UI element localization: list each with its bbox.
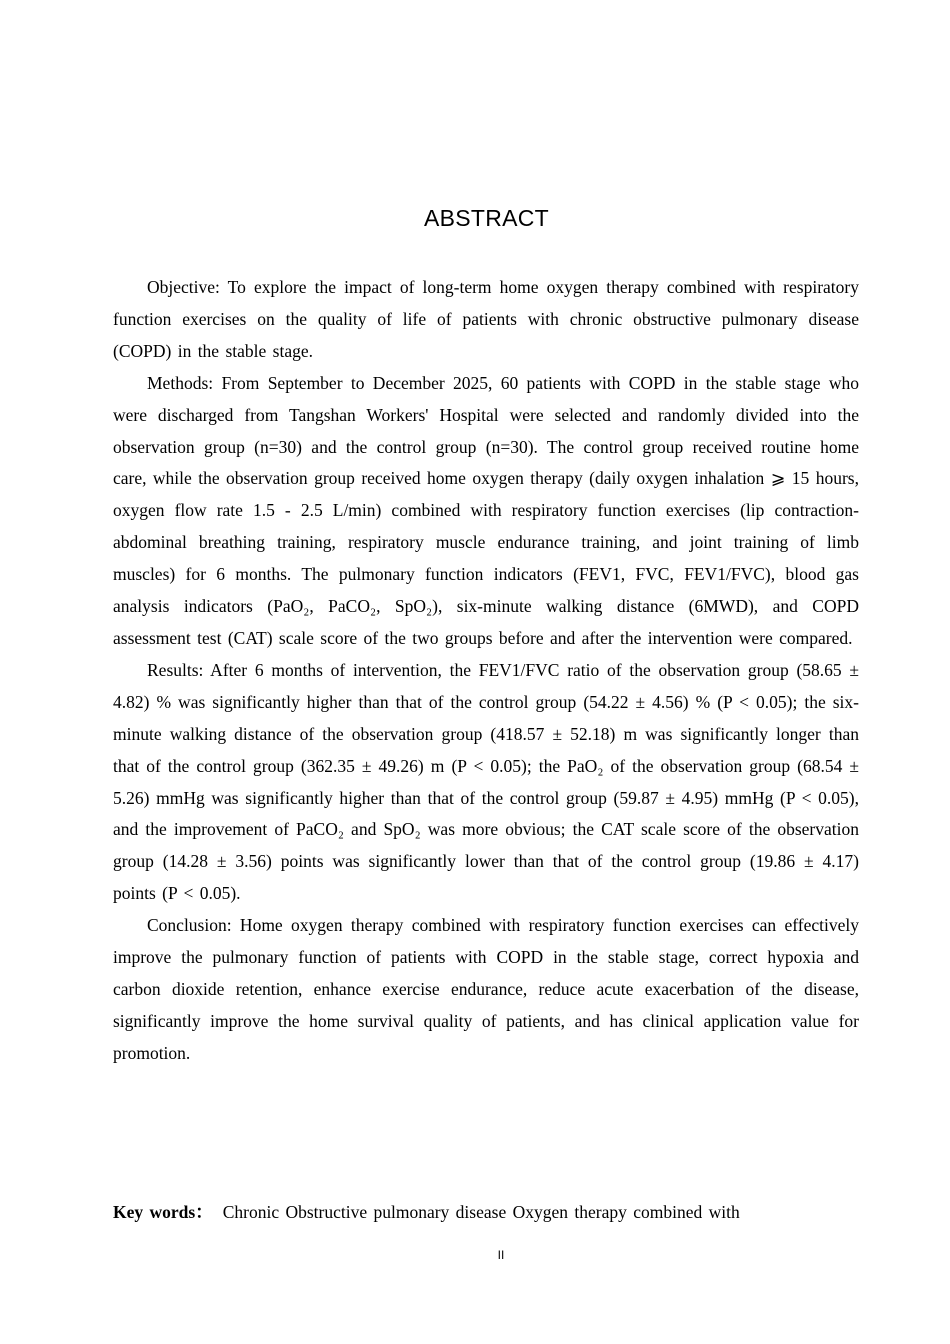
keywords-text: Chronic Obstructive pulmonary disease Oxygen therapy combined with (222, 1202, 740, 1222)
objective-paragraph: Objective: To explore the impact of long-term home oxygen therapy combined with respiratory function exercises on the quality of life of patients with chronic obstructive pulmonary disease (COPD) in the stable stage. (113, 277, 859, 361)
abstract-body (113, 272, 859, 1070)
methods-paragraph: Methods: From September to December 2025, 60 patients with COPD in the stable stage who were discharged from Tangshan Workers' Hospital were selected and randomly divided into the observation group (n=30) and the control group (n=30). The control group received routine home care, while the observation group received home oxygen therapy (daily oxygen inhalation ⩾ 15 hours, oxygen flow rate 1.5 - 2.5 L/min) combined with respiratory function exercises (lip contraction-abdominal breathing training, respiratory muscle endurance training, and joint training of limb muscles) for 6 months. The pulmonary function indicators (FEV1, FVC, FEV1/FVC), blood gas analysis indicators (PaO₂, PaCO₂, SpO₂), six-minute walking distance (6MWD), and COPD assessment test (CAT) scale score of the two groups before and after the intervention were compared. (113, 372, 859, 648)
results-paragraph: Results: After 6 months of intervention, the FEV1/FVC ratio of the observation group (58.65 ± 4.82) % was significantly higher than that of the control group (54.22 ± 4.56) % (P < 0.05); the six-minute walking distance of the observation group (418.57 ± 52.18) m was significantly longer than that of the control group (362.35 ± 49.26) m (P < 0.05); the PaO₂ of the observation group (68.54 ± 5.26) mmHg was significantly higher than that of the control group (59.87 ± 4.95) mmHg (P < 0.05), and the improvement of PaCO₂ and SpO₂ was more obvious; the CAT scale score of the observation group (14.28 ± 3.56) points was significantly lower than that of the control group (19.86 ± 4.17) points (P < 0.05). (113, 659, 859, 904)
conclusion-paragraph: Conclusion: Home oxygen therapy combined with respiratory function exercises can effectively improve the pulmonary function of patients with COPD in the stable stage, correct hypoxia and carbon dioxide retention, enhance exercise endurance, reduce acute exacerbation of the disease, significantly improve the home survival quality of patients, and has clinical application value for promotion. (113, 915, 859, 1063)
keywords-separator: ： (195, 1202, 213, 1222)
abstract-title: ABSTRACT (423, 205, 550, 231)
keywords-label: Key words (113, 1202, 196, 1222)
page-number: II (497, 1248, 505, 1262)
keywords-line (113, 1197, 859, 1229)
